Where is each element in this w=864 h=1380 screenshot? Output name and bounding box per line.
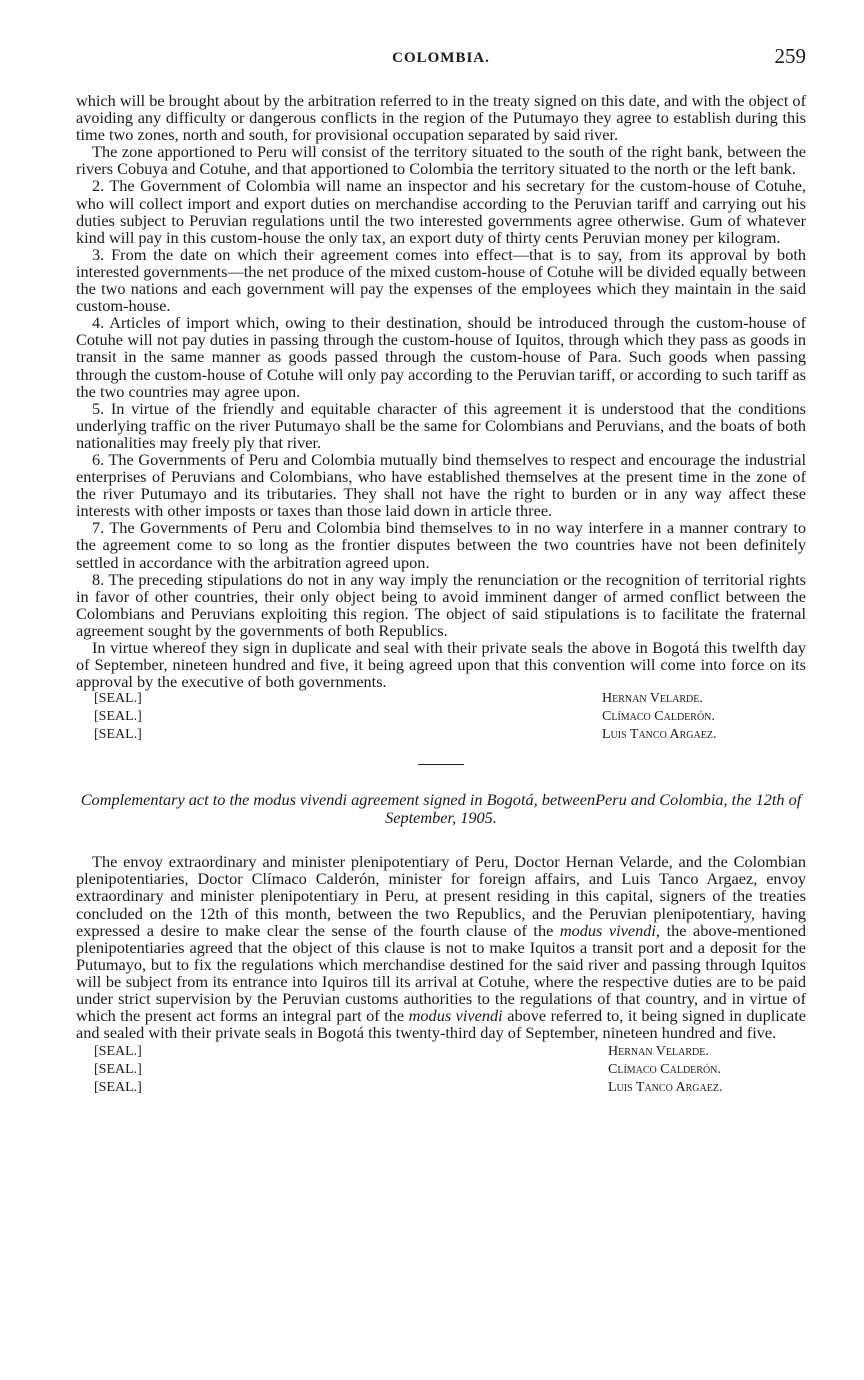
complementary-act-text bbox=[76, 853, 806, 1041]
seal-mark: [SEAL.] bbox=[94, 691, 142, 707]
section-divider bbox=[418, 764, 464, 765]
act-text-part: above referred to, it being signed in duplicate and sealed with their private seals in Bogotá this twenty-third day of September, nineteen hundred and five. bbox=[76, 1006, 806, 1043]
seal-mark: [SEAL.] bbox=[94, 727, 142, 743]
complementary-act-title: Complementary act to the modus vivendi agreement signed in Bogotá, betweenPeru and Colombia, the 12th of September, 1905. bbox=[80, 790, 802, 828]
article-7: 7. The Governments of Peru and Colombia bind themselves to in no way interfere in a manner contrary to the agreement come to so long as the frontier disputes between the two countries have not been definitely settled in accordance with the arbitration agreed upon. bbox=[76, 518, 806, 572]
article-2: 2. The Government of Colombia will name an inspector and his secretary for the custom-house of Cotuhe, who will collect import and export duties on merchandise according to the Peruvian tariff and carrying out his duties subject to Peruvian regulations until the two interested governments agree otherwise. Gum of whatever kind will pay in this custom-house the only tax, an export duty of thirty cents Peruvian money per kilogram. bbox=[76, 176, 806, 247]
seal-mark: [SEAL.] bbox=[94, 1080, 142, 1096]
seal-mark: [SEAL.] bbox=[94, 1044, 142, 1060]
paragraph-in-virtue: In virtue whereof they sign in duplicate and seal with their private seals the above in Bogotá this twelfth day of September, nineteen hundred and five, it being agreed upon that this convention will come into force on its approval by the executive of both governments. bbox=[76, 638, 806, 692]
document-body bbox=[76, 92, 806, 1103]
article-3: 3. From the date on which their agreement comes into effect—that is to say, from its approval by both interested governments—the net produce of the mixed custom-house of Cotuhe will be divided equally between the two nations and each government will pay the expenses of the employees which they maintain in the said custom-house. bbox=[76, 244, 806, 316]
signature-block-agreement bbox=[76, 690, 806, 744]
act-text-part: The envoy extraordinary and minister plenipotentiary of Peru, Doctor Hernan Velarde, and the Colombian plenipotentiaries, Doctor Clímaco Calderón, minister for foreign affairs, and Luis Tanco Argaez, envoy extraordinary and minister plenipotentiary in Peru, at present residing in this capital, signers of the treaties concluded on the 12th of this month, between the two Republics, and the Peruvian plenipotentiary, having expressed a desire to make clear the sense of the fourth clause of the bbox=[76, 852, 806, 940]
signer-name: Clímaco Calderón. bbox=[608, 1062, 721, 1078]
article-4: 4. Articles of import which, owing to their destination, should be introduced through the custom-house of Cotuhe will not pay duties in passing through the custom-house of Iquitos, through which they pass as goods in transit in the same manner as goods passed through the custom-house of Para. Such goods when passing through the custom-house of Cotuhe will only pay according to the Peruvian tariff, or according to such tariff as the two countries may agree upon. bbox=[76, 313, 806, 401]
seal-mark: [SEAL.] bbox=[94, 1062, 142, 1078]
seal-mark: [SEAL.] bbox=[94, 709, 142, 725]
running-title: COLOMBIA. bbox=[392, 50, 490, 66]
article-6: 6. The Governments of Peru and Colombia mutually bind themselves to respect and encourage the industrial enterprises of Peruvians and Colombians, who have established themselves at the present time in the zone of the river Putumayo and its tributaries. They shall not have the right to burden or in any way affect these interests with other imposts or taxes than those laid down in article three. bbox=[76, 449, 806, 521]
signer-name: Clímaco Calderón. bbox=[602, 709, 715, 725]
paragraph-continuation: which will be brought about by the arbitration referred to in the treaty signed on this date, and with the object of avoiding any difficulty or dangerous conflicts in the region of the Putumayo they agree to establish during this time two zones, north and south, for provisional occupation separated by said river. bbox=[76, 91, 806, 145]
signature-block-complementary bbox=[76, 1043, 806, 1103]
act-text-part: the above-mentioned plenipotentiaries agreed that the object of this clause is not to make Iquitos a transit port and a deposit for the Putumayo, but to fix the regulations which merchandise destined for the said river and passing through Iquitos will be subject from its entrance into Iquiros till its arrival at Cotuhe, where the respective duties are to be paid under strict supervision by the Peruvian customs authorities to the regulations of that country, and in virtue of which the present act forms an integral part of the bbox=[76, 920, 807, 1026]
page-number: 259 bbox=[774, 44, 806, 68]
signer-name: Luis Tanco Argaez. bbox=[608, 1080, 723, 1096]
paragraph-zone: The zone apportioned to Peru will consist of the territory situated to the south of the right bank, between the rivers Cobuya and Cotuhe, and that apportioned to Colombia the territory situated to the north or the left bank. bbox=[76, 142, 806, 179]
signer-name: Hernan Velarde. bbox=[602, 691, 703, 707]
seal-column bbox=[94, 690, 142, 744]
act-text-italic: modus vivendi, bbox=[559, 920, 661, 940]
seal-column bbox=[94, 1043, 142, 1097]
signer-column bbox=[608, 1043, 722, 1097]
signer-name: Luis Tanco Argaez. bbox=[602, 727, 717, 743]
page-header bbox=[76, 44, 806, 74]
article-5: 5. In virtue of the friendly and equitable character of this agreement it is understood that the conditions underlying traffic on the river Putumayo shall be the same for Colombians and Peruvians, and the boats of both nationalities may freely ply that river. bbox=[76, 398, 806, 452]
act-text-italic: modus vivendi bbox=[408, 1006, 503, 1026]
signer-column bbox=[602, 690, 716, 744]
signer-name: Hernan Velarde. bbox=[608, 1044, 709, 1060]
article-8: 8. The preceding stipulations do not in any way imply the renunciation or the recognition of territorial rights in favor of other countries, their only object being to avoid imminent danger of armed conflict between the Colombians and Peruvians exploiting this region. The object of said stipulations is to facilitate the fraternal agreement sought by the governments of both Republics. bbox=[76, 569, 806, 640]
